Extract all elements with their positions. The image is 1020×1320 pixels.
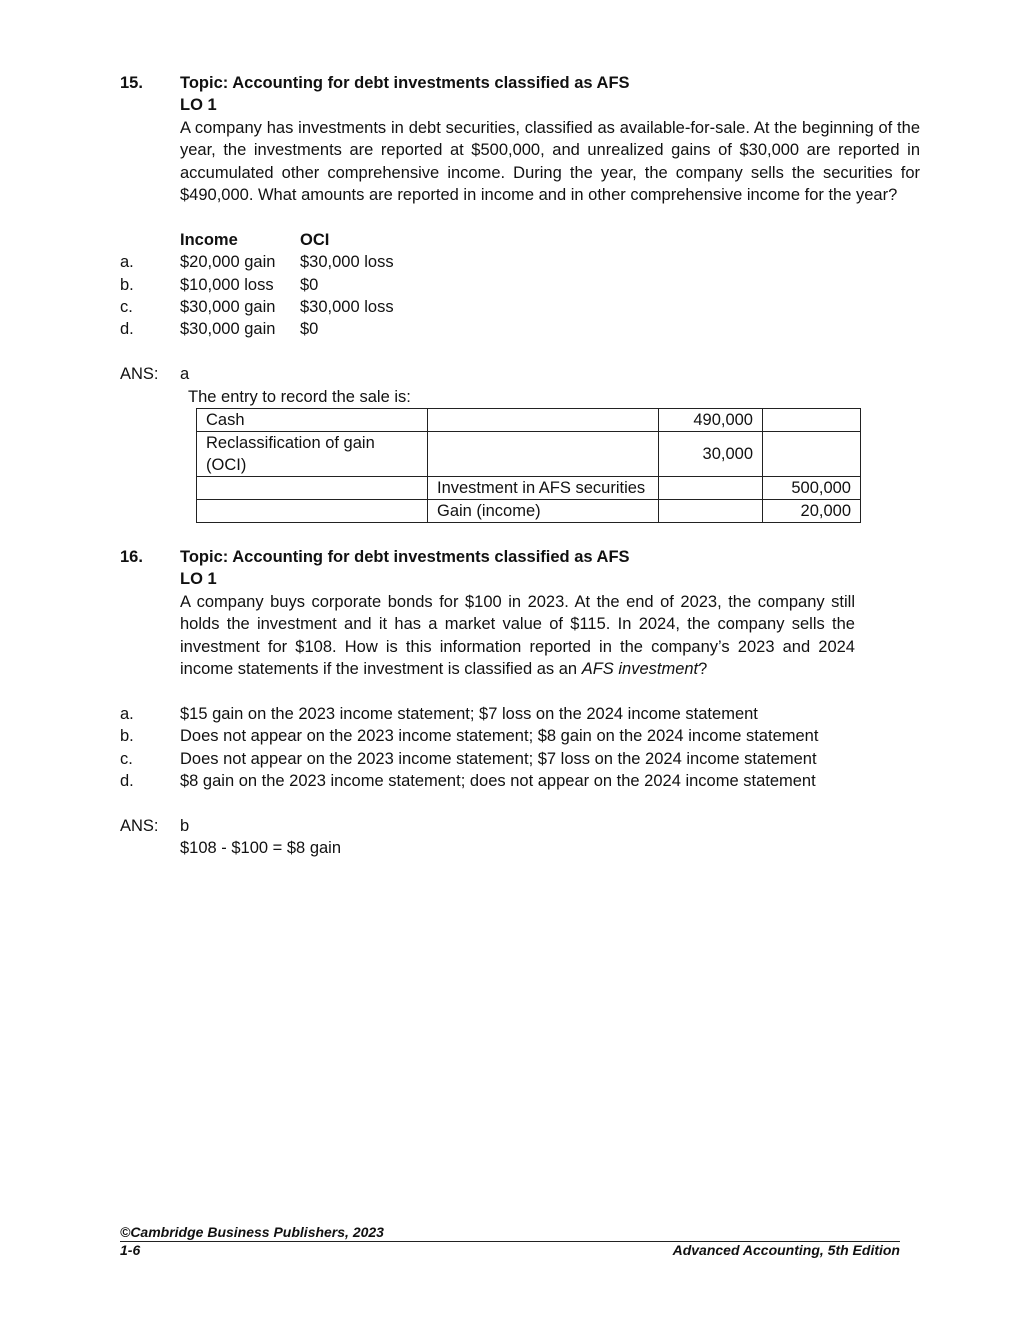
credit-account: Investment in AFS securities — [428, 477, 659, 500]
option-letter: a. — [120, 704, 134, 723]
option-letter: d. — [120, 772, 134, 791]
answer-label: ANS: — [120, 365, 159, 384]
question-16 — [120, 546, 855, 860]
answer-line — [120, 815, 855, 837]
option-income: $30,000 gain — [180, 320, 276, 339]
question-stem: A company has investments in debt securities, classified as available-for-sale. At the beginning of the year, the investments are reported at $500,000, and unrealized gains of $30,000 are reported in accumulated other comprehensive income. During the year, the company sells the securities for $490,000. What amounts are reported in income and in other comprehensive income for the year? — [180, 118, 920, 205]
option-letter: a. — [120, 253, 134, 272]
option-d — [120, 770, 855, 792]
question-topic: Topic: Accounting for debt investments classified as AFS — [180, 74, 630, 92]
credit-account — [428, 432, 659, 477]
option-oci: $0 — [300, 320, 319, 339]
option-d — [120, 318, 920, 340]
table-row — [197, 432, 861, 477]
answer-explanation: The entry to record the sale is: — [188, 387, 411, 406]
answer-line — [120, 363, 920, 385]
option-letter: b. — [120, 727, 134, 746]
option-oci: $30,000 loss — [300, 253, 394, 272]
journal-entry-table — [196, 408, 861, 523]
debit-account: Reclassification of gain (OCI) — [197, 432, 428, 477]
option-text: Does not appear on the 2023 income statement; $8 gain on the 2024 income statement — [180, 727, 819, 746]
option-c — [120, 748, 855, 770]
question-15 — [120, 72, 920, 523]
col-income-header: Income — [180, 230, 238, 249]
page-number: 1-6 — [120, 1242, 141, 1258]
emphasized-term: AFS investment — [581, 660, 699, 679]
credit-account — [428, 409, 659, 432]
option-c — [120, 296, 920, 318]
table-row — [197, 500, 861, 523]
copyright-notice: ©Cambridge Business Publishers, 2023 — [120, 1224, 384, 1240]
debit-amount: 490,000 — [659, 409, 763, 432]
option-text: $15 gain on the 2023 income statement; $7 loss on the 2024 income statement — [180, 704, 758, 723]
debit-amount — [659, 500, 763, 523]
option-letter: c. — [120, 749, 133, 768]
question-topic: Topic: Accounting for debt investments classified as AFS — [180, 548, 630, 566]
option-a — [120, 251, 920, 273]
option-oci: $30,000 loss — [300, 298, 394, 317]
debit-amount — [659, 477, 763, 500]
option-text: Does not appear on the 2023 income statement; $7 loss on the 2024 income statement — [180, 749, 817, 768]
debit-account — [197, 477, 428, 500]
option-letter: d. — [120, 320, 134, 339]
option-income: $10,000 loss — [180, 275, 274, 294]
option-income: $20,000 gain — [180, 253, 276, 272]
option-letter: b. — [120, 275, 134, 294]
option-oci: $0 — [300, 275, 319, 294]
credit-amount — [763, 432, 861, 477]
answer-value: b — [180, 816, 190, 835]
option-text: $8 gain on the 2023 income statement; does not appear on the 2024 income statement — [180, 772, 816, 791]
book-title: Advanced Accounting, 5th Edition — [672, 1242, 900, 1258]
options-header — [120, 229, 920, 251]
option-income: $30,000 gain — [180, 298, 276, 317]
credit-amount — [763, 409, 861, 432]
answer-explanation: $108 - $100 = $8 gain — [180, 839, 342, 858]
learning-objective: LO 1 — [180, 96, 217, 115]
option-letter: c. — [120, 298, 133, 317]
option-b — [120, 274, 920, 296]
answer-label: ANS: — [120, 816, 159, 835]
debit-account: Cash — [197, 409, 428, 432]
page-footer — [120, 1224, 900, 1258]
col-oci-header: OCI — [300, 230, 330, 249]
credit-amount: 500,000 — [763, 477, 861, 500]
question-stem: A company buys corporate bonds for $100 in 2023. At the end of 2023, the company still holds the investment and it has a market value of $115. In 2024, the company sells the investment for $108. How is this information reported in the company’s 2023 and 2024 income statements if the investment is classified as an AFS investment? — [180, 592, 855, 679]
debit-amount: 30,000 — [659, 432, 763, 477]
learning-objective: LO 1 — [180, 570, 217, 589]
question-number: 15. — [120, 74, 143, 92]
debit-account — [197, 500, 428, 523]
table-row — [197, 409, 861, 432]
table-row — [197, 477, 861, 500]
option-a — [120, 703, 855, 725]
credit-amount: 20,000 — [763, 500, 861, 523]
option-b — [120, 725, 855, 747]
credit-account: Gain (income) — [428, 500, 659, 523]
answer-value: a — [180, 365, 190, 384]
question-number: 16. — [120, 548, 143, 566]
